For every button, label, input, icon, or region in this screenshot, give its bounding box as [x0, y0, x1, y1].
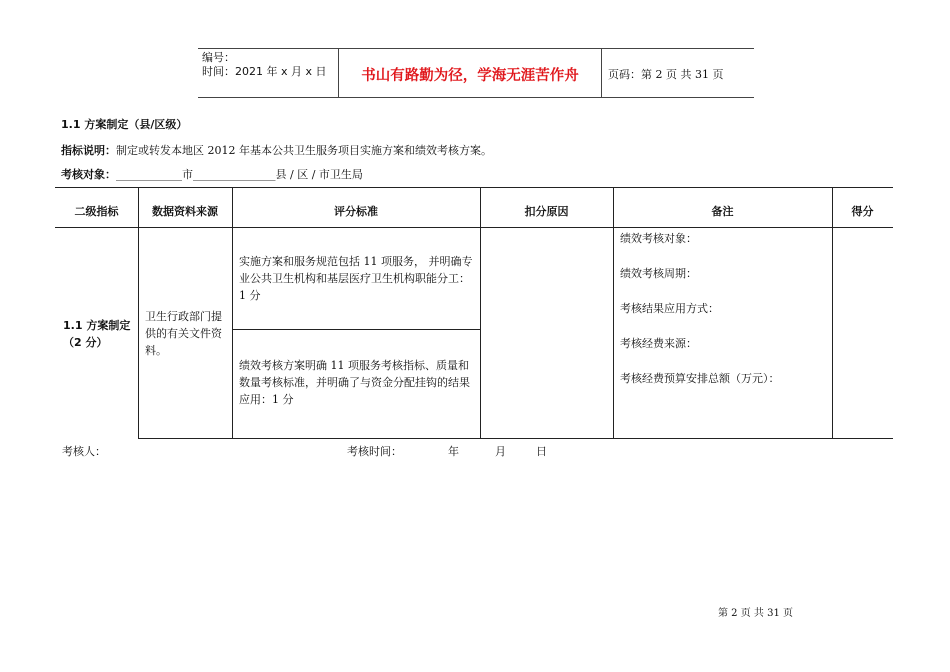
table-border [480, 187, 481, 439]
table-border [138, 438, 893, 439]
exam-time-label: 考核时间： [347, 445, 402, 458]
scoring-table [55, 187, 893, 439]
table-border [55, 187, 893, 188]
exam-year-label: 年 [448, 445, 459, 458]
indicator-text: 制定或转发本地区 2012 年基本公共卫生服务项目实施方案和绩效考核方案。 [116, 144, 492, 157]
header-page-code: 页码：第 2 页 共 31 页 [608, 68, 724, 81]
indicator-name-cell [63, 317, 137, 351]
header-secondary-indicator: 二级指标 [74, 205, 119, 218]
table-border [232, 187, 233, 439]
assessment-target [61, 166, 363, 182]
indicator-label: 指标说明： [61, 144, 116, 157]
criteria-item-1: 实施方案和服务规范包括 11 项服务， 并明确专业公共卫生机构和基层医疗卫生机构职能分工：1 分 [239, 255, 473, 302]
table-border [613, 187, 614, 439]
header-divider [601, 49, 602, 97]
table-border [55, 227, 893, 228]
note-assessment-cycle: 绩效考核周期： [620, 267, 697, 280]
exam-month-label: 月 [495, 445, 506, 458]
note-budget-total: 考核经费预算安排总额（万元）： [620, 372, 780, 385]
indicator-name: 1.1 方案制定 [63, 319, 131, 332]
exam-day-label: 日 [536, 445, 547, 458]
header-deduction-reason: 扣分原因 [524, 205, 569, 218]
header-motto: 书山有路勤为径，学海无涯苦作舟 [361, 67, 579, 84]
header-meta [202, 51, 327, 79]
serial-label: 编号： [202, 51, 235, 64]
notes-cell [620, 230, 830, 405]
section-title: 1.1 方案制定（县/区级） [61, 118, 188, 131]
page-footer: 第 2 页 共 31 页 [718, 608, 793, 619]
table-border [138, 187, 139, 439]
time-label: 时间：2021 年 x 月 x 日 [202, 65, 327, 78]
note-funding-source: 考核经费来源： [620, 337, 697, 350]
header-notes: 备注 [711, 205, 734, 218]
note-assessment-target: 绩效考核对象： [620, 232, 697, 245]
indicator-description [61, 142, 492, 158]
note-result-application: 考核结果应用方式： [620, 302, 719, 315]
target-label: 考核对象： [61, 168, 116, 181]
header-score: 得分 [851, 205, 874, 218]
table-border [832, 187, 833, 439]
source-cell: 卫生行政部门提供的有关文件资料。 [145, 310, 222, 357]
header-scoring-criteria: 评分标准 [334, 205, 378, 218]
header-data-source: 数据资料来源 [152, 205, 218, 218]
examiner-label: 考核人： [62, 445, 106, 458]
target-text: ____________市_______________县 / 区 / 市卫生局 [116, 168, 363, 181]
criteria-item-2: 绩效考核方案明确 11 项服务考核指标、质量和数量考核标准，并明确了与资金分配挂钩的结果应用：1 分 [239, 359, 470, 406]
table-border [232, 329, 480, 330]
page-header [198, 48, 754, 98]
indicator-points: （2 分） [63, 336, 108, 349]
